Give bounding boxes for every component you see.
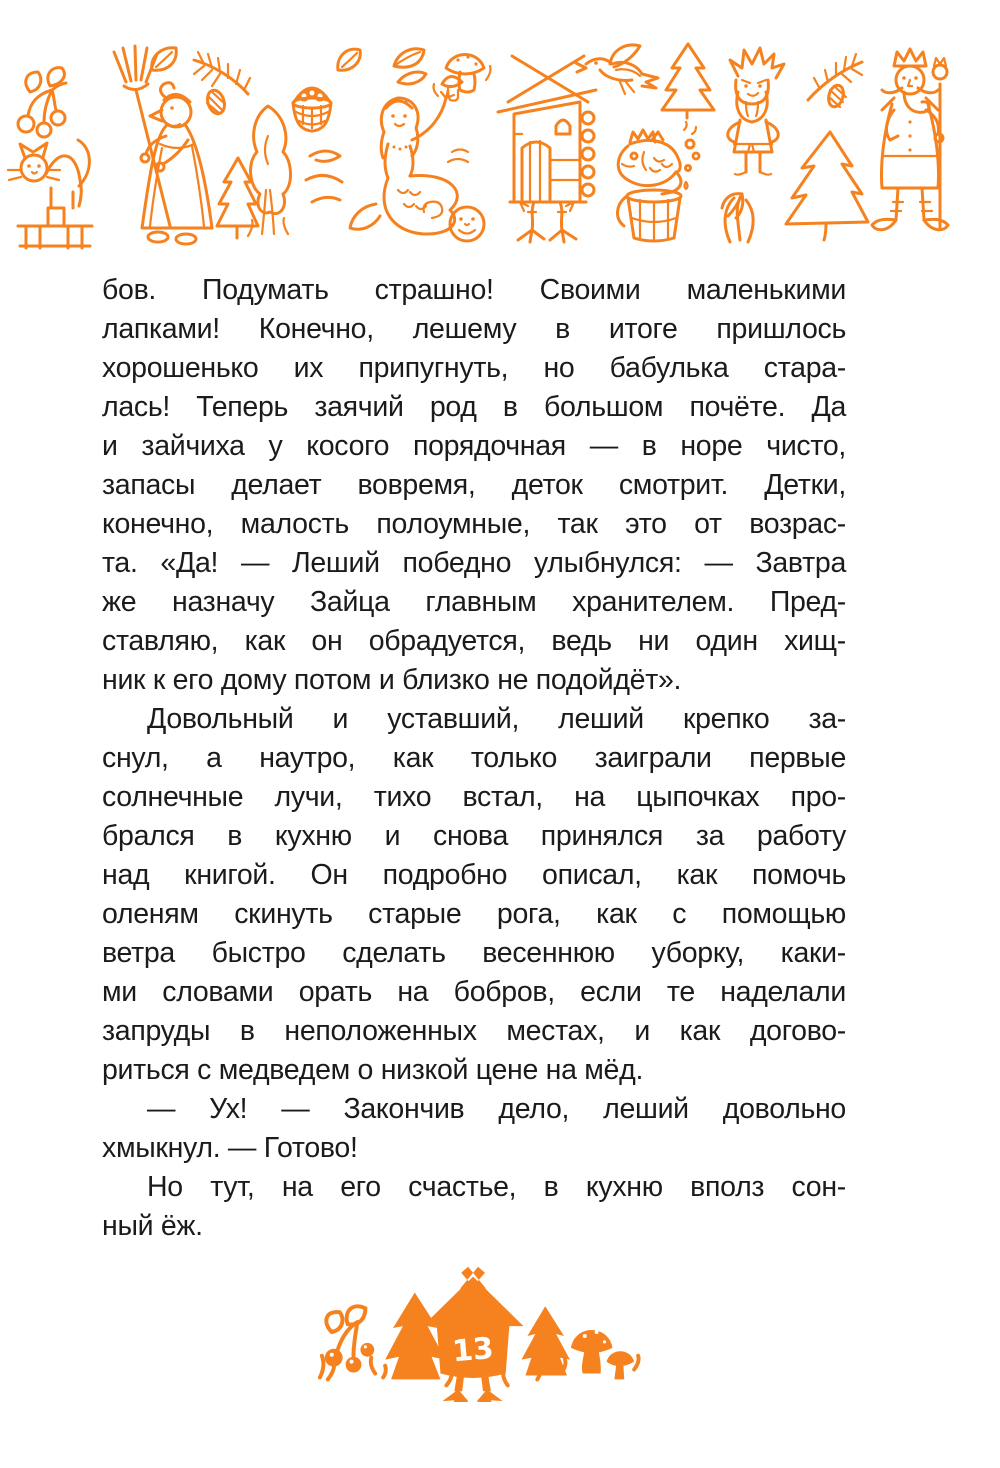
text-line: брался в кухню и снова принялся за работу xyxy=(102,820,846,852)
fir-icon xyxy=(786,132,868,240)
text-line: ветра быстро сделать весеннюю уборку, каки- xyxy=(102,937,846,969)
text-line: ный ёж. xyxy=(102,1210,203,1242)
hut-on-chicken-legs-icon xyxy=(498,56,596,242)
footer-fir-icon xyxy=(522,1306,570,1375)
text-line: оленям скинуть старые рога, как с помощью xyxy=(102,898,846,930)
text-line: же назначу Зайца главным хранителем. Пред- xyxy=(102,586,846,618)
footer-hut-icon xyxy=(423,1267,524,1402)
text-line: риться с медведем о низкой цене на мёд. xyxy=(102,1054,644,1086)
leshy-icon xyxy=(728,48,784,175)
footer-mushrooms-icon xyxy=(571,1330,634,1379)
berries-icon xyxy=(18,68,66,137)
text-line: запасы делает вовремя, деток смотрит. Детки, xyxy=(102,469,846,501)
crow-icon xyxy=(576,45,658,94)
text-line: ставляю, как он обрадуется, ведь ни один хищ- xyxy=(102,625,846,657)
text-line: хмыкнул. — Готово! xyxy=(102,1132,358,1164)
witch-icon xyxy=(114,46,212,244)
page-number: 13 xyxy=(450,1329,495,1369)
text-block xyxy=(102,271,846,1246)
fir-icon xyxy=(662,44,714,118)
cat-on-fence-icon xyxy=(8,140,92,248)
text-line: та. «Да! — Леший победно улыбнулся: — Завтра xyxy=(102,547,846,579)
footer-fir-icon xyxy=(385,1292,445,1379)
text-line: бов. Подумать страшно! Своими маленькими xyxy=(102,274,846,306)
double-leaf-icon xyxy=(394,49,426,84)
text-line: снул, а наутро, как только заиграли первые xyxy=(102,742,846,774)
text-line: Довольный и уставший, леший крепко за- xyxy=(147,703,846,735)
text-line: ник к его дому потом и близко не подойдёт». xyxy=(102,664,682,696)
text-line: и зайчиха у косого порядочная — в норе чисто, xyxy=(102,430,846,462)
text-line: над книгой. Он подробно описал, как помочь xyxy=(102,859,846,891)
text-line: Но тут, на его счастье, в кухню вполз сон- xyxy=(147,1171,846,1203)
text-line: ми словами орать на бобров, если те наделали xyxy=(102,976,846,1008)
text-line: солнечные лучи, тихо встал, на цыпочках про- xyxy=(102,781,846,813)
text-line: хорошенько их припугнуть, но бабулька стара- xyxy=(102,352,846,384)
pine-branch-icon xyxy=(194,52,250,116)
text-line: конечно, малость полоумные, так это от возрас- xyxy=(102,508,846,540)
text-line: запруды в неположенных местах, и как догово- xyxy=(102,1015,846,1047)
basket-icon xyxy=(293,88,331,131)
header-banner xyxy=(0,40,1000,252)
footer-berries-icon xyxy=(325,1306,374,1372)
fish-in-bucket-icon xyxy=(618,122,699,241)
pine-branch-icon xyxy=(808,54,862,109)
text-line: — Ух! — Закончив дело, леший довольно xyxy=(147,1093,846,1125)
footer-decoration xyxy=(312,1262,648,1402)
tsar-icon xyxy=(872,49,948,230)
snowdrop-icon xyxy=(722,194,753,242)
leaf-icon xyxy=(338,49,360,70)
text-line: лась! Теперь заячий род в большом почёте. Да xyxy=(102,391,846,423)
text-line: лапками! Конечно, лешему в итоге пришлось xyxy=(102,313,846,345)
